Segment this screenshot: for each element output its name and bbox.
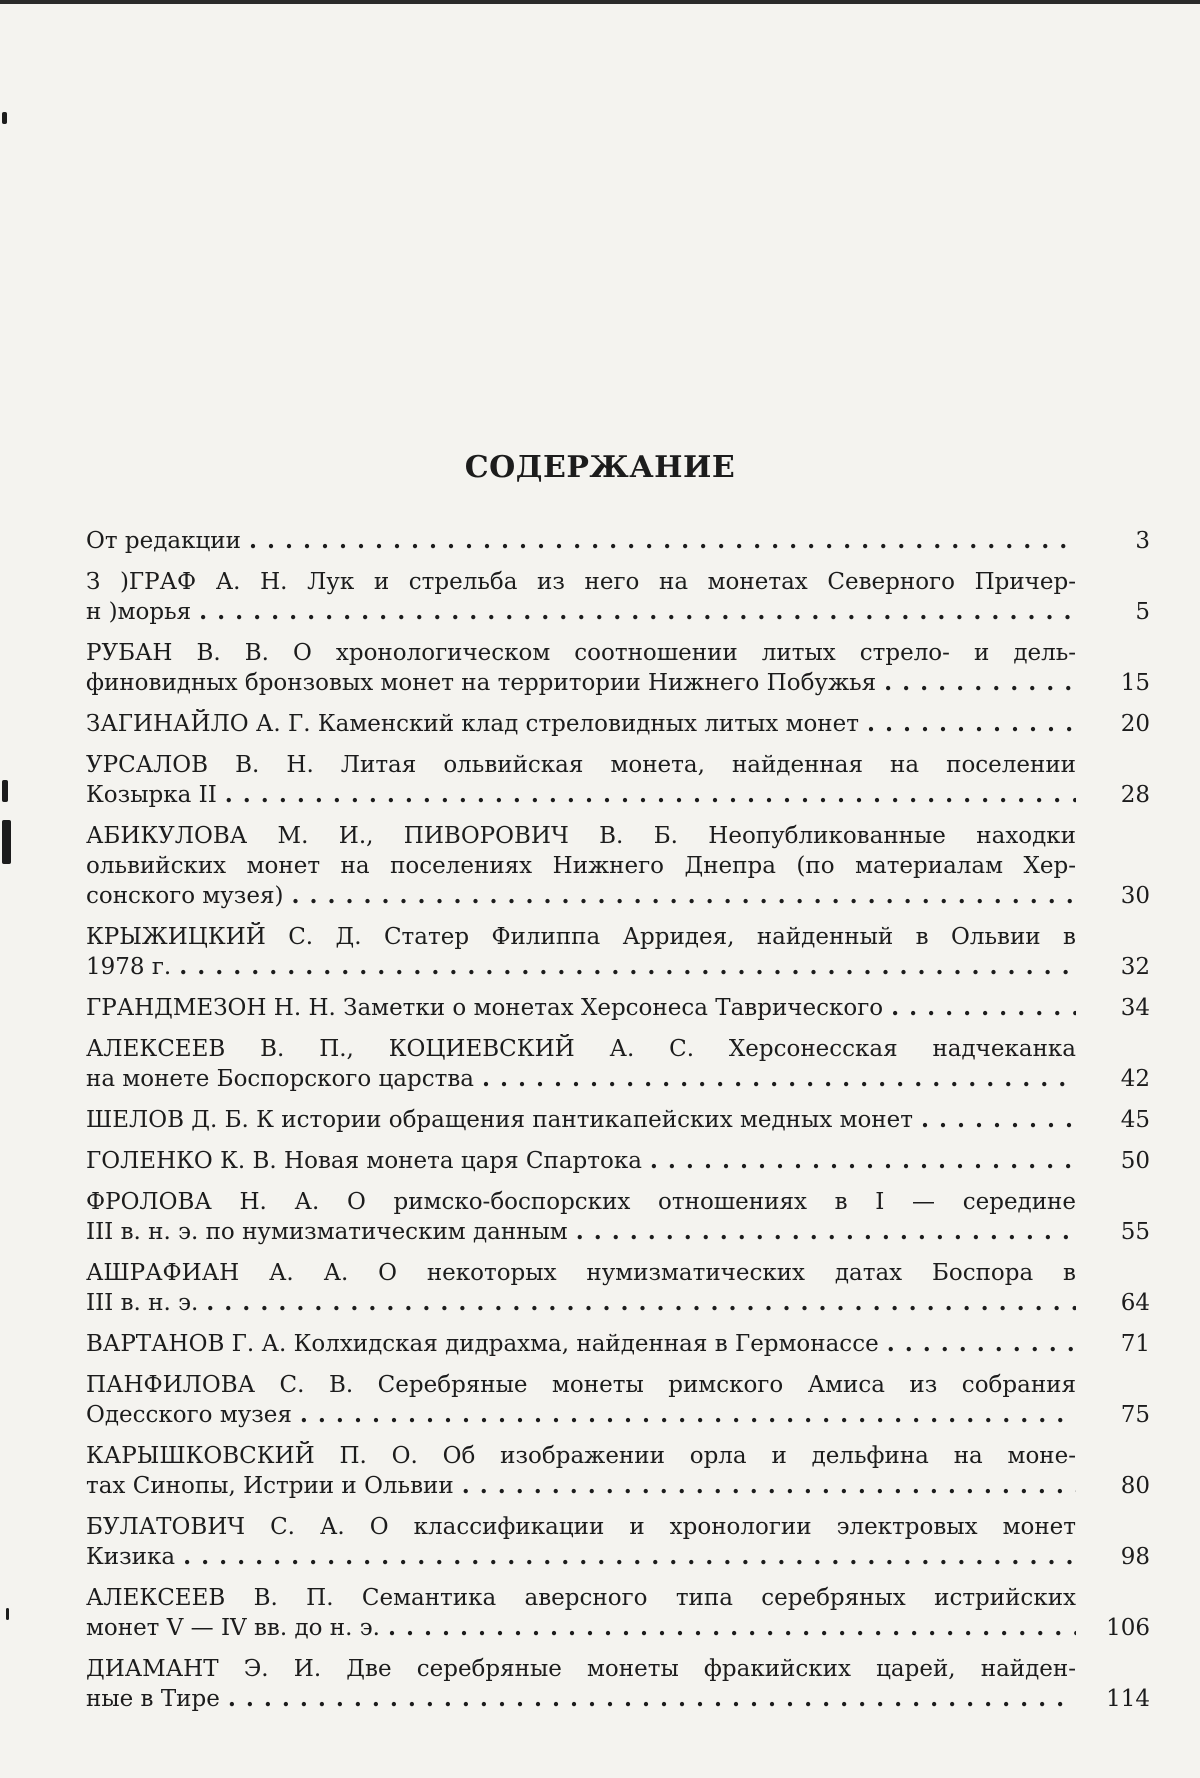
toc-entry	[86, 1370, 1150, 1430]
toc-entry-line: ПАНФИЛОВА С. В. Серебряные монеты римского Амиса из собрания	[86, 1370, 1076, 1400]
toc-page-number: 64	[1076, 1288, 1150, 1318]
toc-entry-title	[86, 567, 1076, 627]
toc-entry-line: тах Синопы, Истрии и Ольвии	[86, 1471, 462, 1501]
dot-leader: ...........	[867, 709, 1076, 739]
dot-leader: ........................................	[388, 1613, 1076, 1643]
toc-entry	[86, 1187, 1150, 1247]
toc-entry-line: АБИКУЛОВА М. И., ПИВОРОВИЧ В. Б. Неопубликованные находки	[86, 821, 1076, 851]
toc-entry-title	[86, 1258, 1076, 1318]
dot-leader: ..............................................	[249, 526, 1076, 556]
toc-entry-line: Одесского музея	[86, 1400, 300, 1430]
dot-leader: ..................................................	[179, 952, 1076, 982]
toc-entry	[86, 1583, 1150, 1643]
toc-entry-line: ДИАМАНТ Э. И. Две серебряные монеты фракийских царей, найден-	[86, 1654, 1076, 1684]
toc-entry	[86, 1512, 1150, 1572]
toc-page-number: 55	[1076, 1217, 1150, 1247]
toc-page-number: 75	[1076, 1400, 1150, 1430]
toc-entry-title	[86, 526, 1076, 556]
toc-entry-title	[86, 1654, 1076, 1714]
toc-entry-line: З )ГРАФ А. Н. Лук и стрельба из него на монетах Северного Причер-	[86, 567, 1076, 597]
toc-entry	[86, 1105, 1150, 1135]
toc-entry-line: ольвийских монет на поселениях Нижнего Днепра (по материалам Хер-	[86, 851, 1076, 881]
margin-speck	[2, 780, 8, 802]
toc-entry-title	[86, 1034, 1076, 1094]
page-title: СОДЕРЖАНИЕ	[0, 450, 1200, 485]
margin-speck	[6, 1608, 9, 1620]
toc-entry-title	[86, 1512, 1076, 1572]
toc-page-number: 50	[1076, 1146, 1150, 1176]
toc-page-number: 15	[1076, 668, 1150, 698]
toc-entry-line: ГРАНДМЕЗОН Н. Н. Заметки о монетах Херсонеса Таврического	[86, 993, 891, 1023]
toc-page-number: 45	[1076, 1105, 1150, 1135]
dot-leader: ..................................................	[183, 1542, 1076, 1572]
dot-leader: ...........................................	[300, 1400, 1076, 1430]
toc-entry-line: АШРАФИАН А. А. О некоторых нумизматических датах Боспора в	[86, 1258, 1076, 1288]
toc-entry-line: ГОЛЕНКО К. В. Новая монета царя Спартока	[86, 1146, 650, 1176]
toc-entry	[86, 1258, 1150, 1318]
toc-entry-line: на монете Боспорского царства	[86, 1064, 482, 1094]
dot-leader: ..................................	[462, 1471, 1076, 1501]
dot-leader: ........	[921, 1105, 1076, 1135]
toc-entry-title	[86, 709, 1076, 739]
toc-entry-line: сонского музея)	[86, 881, 291, 911]
toc-entry-line: монет V — IV вв. до н. э.	[86, 1613, 388, 1643]
margin-speck	[2, 820, 11, 864]
toc-entry-line: III в. н. э. по нумизматическим данным	[86, 1217, 576, 1247]
toc-entry	[86, 922, 1150, 982]
toc-entry-line: От редакции	[86, 526, 249, 556]
toc-entry	[86, 638, 1150, 698]
toc-entry-title	[86, 1187, 1076, 1247]
dot-leader: ..........	[891, 993, 1076, 1023]
toc-entry-title	[86, 1105, 1076, 1135]
toc-entry-line: АЛЕКСЕЕВ В. П. Семантика аверсного типа серебряных истрийских	[86, 1583, 1076, 1613]
toc-page-number: 28	[1076, 780, 1150, 810]
toc-entry	[86, 526, 1150, 556]
dot-leader: ................................................	[199, 597, 1076, 627]
table-of-contents	[86, 526, 1150, 1725]
toc-page-number: 3	[1076, 526, 1150, 556]
toc-entry-line: АЛЕКСЕЕВ В. П., КОЦИЕВСКИЙ А. С. Херсонесская надчеканка	[86, 1034, 1076, 1064]
toc-entry-line: Кизика	[86, 1542, 183, 1572]
toc-entry-title	[86, 821, 1076, 911]
toc-entry	[86, 1034, 1150, 1094]
dot-leader: ..........	[884, 668, 1076, 698]
toc-page-number: 106	[1076, 1613, 1150, 1643]
dot-leader: ................................................	[206, 1288, 1076, 1318]
toc-entry	[86, 567, 1150, 627]
toc-page-number: 80	[1076, 1471, 1150, 1501]
dot-leader: .......................	[650, 1146, 1076, 1176]
toc-entry-line: ШЕЛОВ Д. Б. К истории обращения пантикапейских медных монет	[86, 1105, 921, 1135]
toc-entry-line: УРСАЛОВ В. Н. Литая ольвийская монета, найденная на поселении	[86, 750, 1076, 780]
margin-speck	[2, 112, 7, 124]
toc-entry-line: ВАРТАНОВ Г. А. Колхидская дидрахма, найденная в Гермонассе	[86, 1329, 887, 1359]
toc-entry-line: КАРЫШКОВСКИЙ П. О. Об изображении орла и дельфина на моне-	[86, 1441, 1076, 1471]
toc-entry-line: Козырка II	[86, 780, 225, 810]
toc-entry	[86, 1146, 1150, 1176]
toc-entry-title	[86, 922, 1076, 982]
page-top-edge	[0, 0, 1200, 4]
toc-entry	[86, 1441, 1150, 1501]
toc-entry-title	[86, 1370, 1076, 1430]
toc-entry	[86, 709, 1150, 739]
dot-leader: .................................	[482, 1064, 1076, 1094]
toc-entry-line: ЗАГИНАЙЛО А. Г. Каменский клад стреловидных литых монет	[86, 709, 867, 739]
toc-entry-line: н )морья	[86, 597, 199, 627]
toc-page-number: 114	[1076, 1684, 1150, 1714]
toc-entry-line: 1978 г.	[86, 952, 179, 982]
toc-entry	[86, 821, 1150, 911]
toc-page-number: 71	[1076, 1329, 1150, 1359]
dot-leader: ...............................................	[228, 1684, 1076, 1714]
toc-entry-line: ные в Тире	[86, 1684, 228, 1714]
toc-entry	[86, 750, 1150, 810]
toc-entry	[86, 1654, 1150, 1714]
toc-entry-title	[86, 1146, 1076, 1176]
toc-page-number: 32	[1076, 952, 1150, 982]
toc-entry-title	[86, 1583, 1076, 1643]
toc-page-number: 20	[1076, 709, 1150, 739]
toc-entry	[86, 1329, 1150, 1359]
toc-entry-title	[86, 638, 1076, 698]
toc-entry-line: БУЛАТОВИЧ С. А. О классификации и хронологии электровых монет	[86, 1512, 1076, 1542]
toc-entry-line: РУБАН В. В. О хронологическом соотношении литых стрело- и дель-	[86, 638, 1076, 668]
toc-page-number: 34	[1076, 993, 1150, 1023]
toc-page-number: 98	[1076, 1542, 1150, 1572]
toc-page-number: 5	[1076, 597, 1150, 627]
toc-entry-line: финовидных бронзовых монет на территории Нижнего Побужья	[86, 668, 884, 698]
toc-entry-title	[86, 1441, 1076, 1501]
toc-entry-title	[86, 993, 1076, 1023]
toc-entry-line: КРЫЖИЦКИЙ С. Д. Статер Филиппа Арридея, найденный в Ольвии в	[86, 922, 1076, 952]
dot-leader: ...........................................	[291, 881, 1076, 911]
toc-entry-title	[86, 750, 1076, 810]
dot-leader: ...............................................	[225, 780, 1076, 810]
dot-leader: ..........	[887, 1329, 1076, 1359]
toc-entry-title	[86, 1329, 1076, 1359]
toc-entry-line: III в. н. э.	[86, 1288, 206, 1318]
toc-entry	[86, 993, 1150, 1023]
toc-page-number: 42	[1076, 1064, 1150, 1094]
dot-leader: ...........................	[576, 1217, 1076, 1247]
toc-entry-line: ФРОЛОВА Н. А. О римско-боспорских отношениях в I — середине	[86, 1187, 1076, 1217]
toc-page-number: 30	[1076, 881, 1150, 911]
